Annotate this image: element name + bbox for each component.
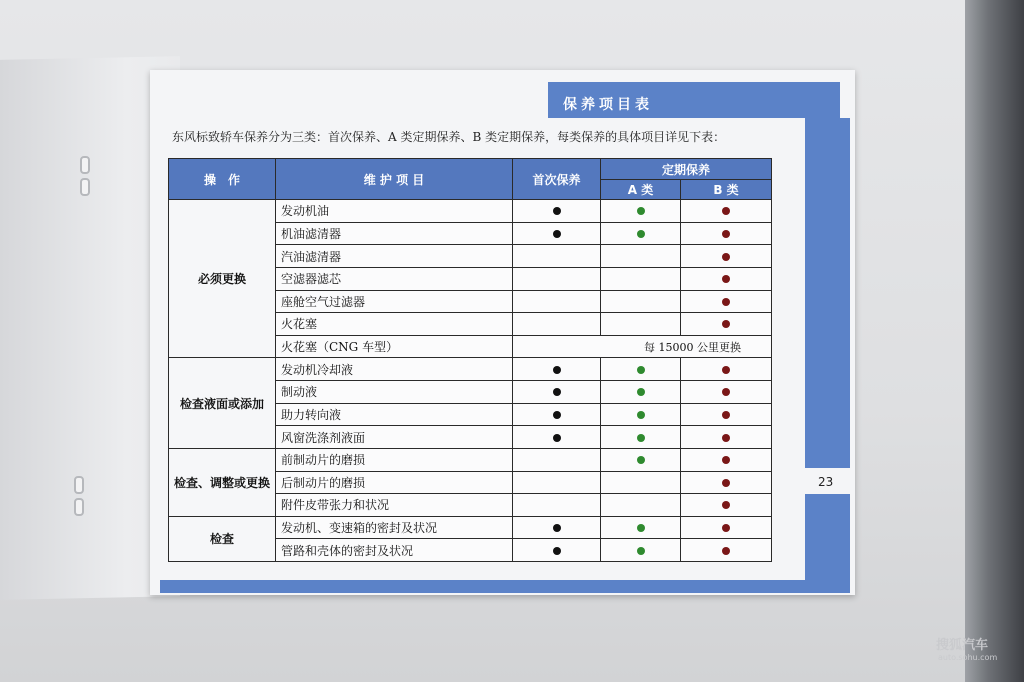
table-body [169, 200, 772, 562]
item-cell: 发动机冷却液 [276, 358, 513, 381]
desk-edge [965, 0, 1024, 682]
maintenance-dot-icon [637, 411, 645, 419]
mark-cell-b [681, 290, 772, 313]
header-item: 维 护 项 目 [276, 159, 513, 200]
maintenance-table [168, 158, 772, 562]
mark-cell-first [513, 290, 601, 313]
bottom-band [160, 580, 850, 593]
mark-cell-b [681, 200, 772, 223]
maintenance-dot-icon [553, 411, 561, 419]
maintenance-dot-icon [722, 207, 730, 215]
category-cell: 检查液面或添加 [169, 358, 276, 449]
mark-cell-a [601, 471, 681, 494]
page-title: 保养项目表 [563, 97, 653, 113]
item-cell: 管路和壳体的密封及状况 [276, 539, 513, 562]
item-cell: 发动机、变速箱的密封及状况 [276, 516, 513, 539]
watermark-url: auto.sohu.com [938, 653, 998, 662]
category-cell: 检查、调整或更换 [169, 448, 276, 516]
mark-cell-first [513, 381, 601, 404]
mark-cell-a [601, 494, 681, 517]
item-cell: 火花塞（CNG 车型） [276, 335, 513, 358]
mark-cell-b [681, 403, 772, 426]
mark-cell-b [681, 313, 772, 336]
mark-cell-first [513, 539, 601, 562]
binding-ring [80, 178, 90, 196]
header-operation: 操 作 [169, 159, 276, 200]
maintenance-dot-icon [722, 366, 730, 374]
item-cell: 座舱空气过滤器 [276, 290, 513, 313]
mark-cell-b [681, 358, 772, 381]
maintenance-dot-icon [722, 388, 730, 396]
mark-cell-a [601, 403, 681, 426]
mark-cell-first [513, 403, 601, 426]
side-band [805, 118, 850, 588]
maintenance-dot-icon [722, 230, 730, 238]
mark-cell-a [601, 448, 681, 471]
mark-cell-first [513, 471, 601, 494]
mark-cell-b [681, 381, 772, 404]
mark-cell-first [513, 267, 601, 290]
maintenance-dot-icon [722, 547, 730, 555]
item-cell: 后制动片的磨损 [276, 471, 513, 494]
header-a: A 类 [601, 180, 681, 200]
maintenance-dot-icon [553, 524, 561, 532]
item-cell: 助力转向液 [276, 403, 513, 426]
maintenance-dot-icon [553, 388, 561, 396]
item-cell: 机油滤清器 [276, 222, 513, 245]
maintenance-dot-icon [637, 547, 645, 555]
mark-cell-b [681, 245, 772, 268]
watermark-brand: 搜狐汽车 [936, 638, 989, 653]
maintenance-dot-icon [722, 275, 730, 283]
maintenance-dot-icon [553, 366, 561, 374]
item-cell: 发动机油 [276, 200, 513, 223]
mark-cell-first [513, 200, 601, 223]
mark-cell-first [513, 516, 601, 539]
mark-cell-first [513, 222, 601, 245]
maintenance-dot-icon [553, 207, 561, 215]
mark-cell-first [513, 245, 601, 268]
mark-cell-b [681, 267, 772, 290]
mark-cell-a [601, 200, 681, 223]
header-b: B 类 [681, 180, 772, 200]
maintenance-dot-icon [553, 230, 561, 238]
maintenance-dot-icon [637, 524, 645, 532]
maintenance-dot-icon [637, 207, 645, 215]
table-row [169, 448, 772, 471]
binding-ring [80, 156, 90, 174]
mark-cell-a [601, 222, 681, 245]
maintenance-dot-icon [722, 501, 730, 509]
mark-cell-a [601, 381, 681, 404]
maintenance-dot-icon [637, 456, 645, 464]
maintenance-dot-icon [553, 434, 561, 442]
maintenance-dot-icon [722, 456, 730, 464]
item-cell: 风窗洗涤剂液面 [276, 426, 513, 449]
maintenance-dot-icon [637, 366, 645, 374]
mark-cell-a [601, 539, 681, 562]
page-number: 23 [818, 475, 834, 489]
mark-cell-a [601, 290, 681, 313]
maintenance-dot-icon [553, 547, 561, 555]
binding-ring [74, 476, 84, 494]
mark-cell-first [513, 494, 601, 517]
mark-cell-b [681, 494, 772, 517]
mark-cell-first [513, 426, 601, 449]
header-first: 首次保养 [513, 159, 601, 200]
mark-cell-a [601, 267, 681, 290]
maintenance-dot-icon [637, 230, 645, 238]
mark-cell-first [513, 448, 601, 471]
mark-cell-b [681, 426, 772, 449]
mark-cell-b [681, 222, 772, 245]
binding-ring [74, 498, 84, 516]
category-cell: 必须更换 [169, 200, 276, 358]
mark-cell-a [601, 516, 681, 539]
table-row [169, 516, 772, 539]
maintenance-dot-icon [722, 253, 730, 261]
item-cell: 汽油滤清器 [276, 245, 513, 268]
mark-cell-first [513, 313, 601, 336]
mark-cell-b [681, 516, 772, 539]
note-cell: 每 15000 公里更换 [513, 335, 772, 358]
maintenance-dot-icon [722, 411, 730, 419]
maintenance-dot-icon [637, 388, 645, 396]
item-cell: 附件皮带张力和状况 [276, 494, 513, 517]
table-row [169, 358, 772, 381]
maintenance-dot-icon [637, 434, 645, 442]
mark-cell-b [681, 539, 772, 562]
maintenance-dot-icon [722, 524, 730, 532]
maintenance-dot-icon [722, 320, 730, 328]
table-row [169, 200, 772, 223]
mark-cell-a [601, 313, 681, 336]
item-cell: 空滤器滤芯 [276, 267, 513, 290]
mark-cell-a [601, 245, 681, 268]
mark-cell-a [601, 426, 681, 449]
mark-cell-first [513, 358, 601, 381]
mark-cell-b [681, 471, 772, 494]
item-cell: 火花塞 [276, 313, 513, 336]
mark-cell-b [681, 448, 772, 471]
item-cell: 前制动片的磨损 [276, 448, 513, 471]
intro-text: 东风标致轿车保养分为三类：首次保养、A 类定期保养、B 类定期保养，每类保养的具体项目详见下表： [172, 130, 726, 144]
maintenance-dot-icon [722, 479, 730, 487]
maintenance-dot-icon [722, 434, 730, 442]
item-cell: 制动液 [276, 381, 513, 404]
mark-cell-a [601, 358, 681, 381]
header-periodic: 定期保养 [601, 159, 772, 180]
maintenance-dot-icon [722, 298, 730, 306]
category-cell: 检查 [169, 516, 276, 561]
